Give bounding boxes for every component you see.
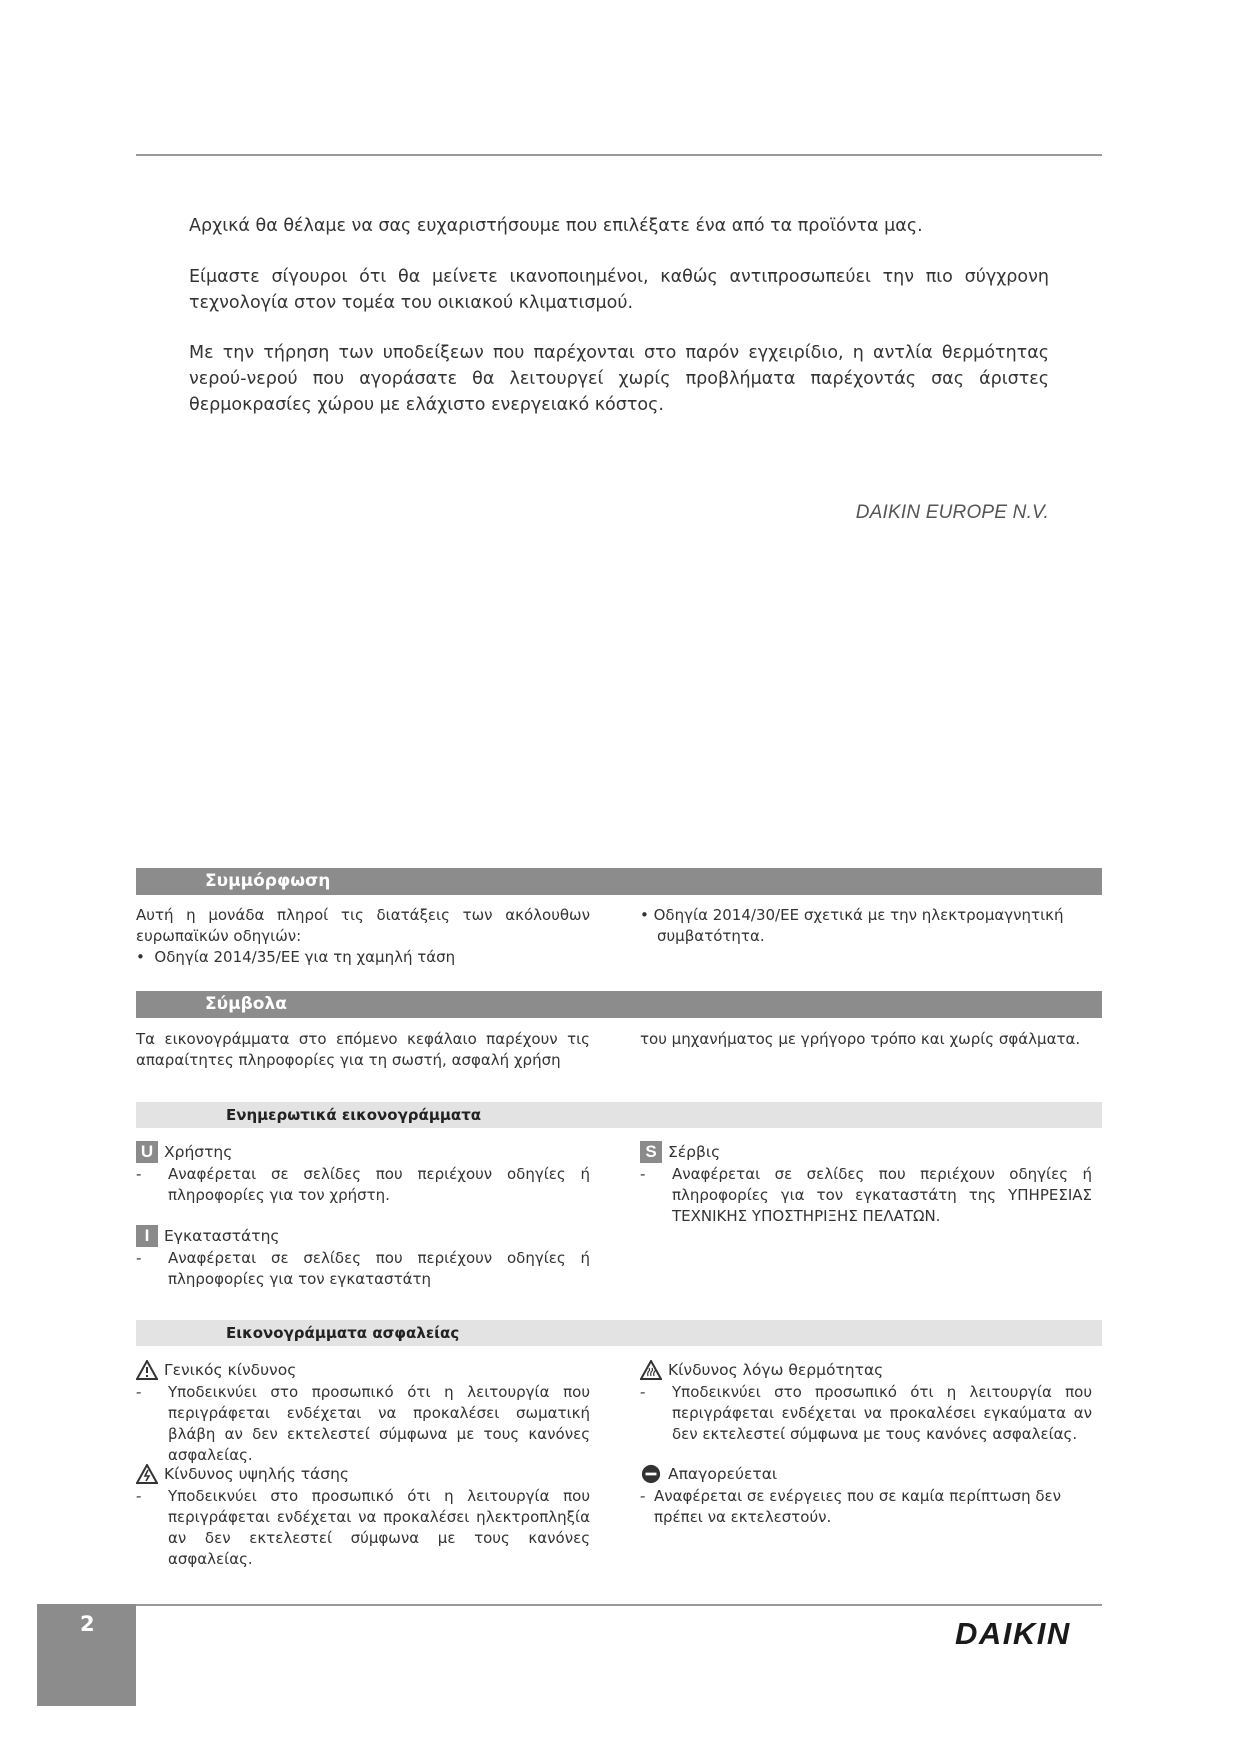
heat-danger-block: Κίνδυνος λόγω θερμότητας - Υποδεικνύει στο προσωπικό ότι η λειτουργία που περιγράφεται ενδέχεται να προκαλέσει εγκαύματα αν δεν εκτελεστεί σύμφωνα με τους κανόνες ασφαλείας.	[640, 1360, 1092, 1443]
forbidden-block: Απαγορεύεται - Αναφέρεται σε ενέργειες που σε καμία περίπτωση δεν πρέπει να εκτελεστούν.	[640, 1462, 1092, 1528]
no-entry-icon	[640, 1464, 662, 1484]
info-icons-title: Ενημερωτικά εικονογράμματα	[136, 1102, 1102, 1128]
user-icon: U	[136, 1141, 158, 1163]
intro-paragraph-3: Με την τήρηση των υποδείξεων που παρέχονται στο παρόν εγχειρίδιο, η αντλία θερμότητας νερού-νερού που αγοράσατε θα λειτουργεί χωρίς προβλήματα παρέχοντάς σας άριστες θερμοκρασίες χώρου με ελάχιστο ενεργειακό κόστος.	[189, 343, 1049, 415]
service-block: S Σέρβις - Αναφέρεται σε σελίδες που περιέχουν οδηγίες ή πληροφορίες για τον εγκαταστάτη της ΥΠΗΡΕΣΙΑΣ ΤΕΧΝΙΚΗΣ ΥΠΟΣΤΗΡΙΞΗΣ ΠΕΛΑΤΩΝ.	[640, 1142, 1092, 1225]
user-block: U Χρήστης - Αναφέρεται σε σελίδες που περιέχουν οδηγίες ή πληροφορίες για τον χρήστη.	[136, 1142, 590, 1204]
compliance-right	[640, 905, 1102, 947]
footer-rule	[136, 1604, 1102, 1606]
service-label: Σέρβις	[668, 1142, 721, 1161]
heat-danger-label: Κίνδυνος λόγω θερμότητας	[668, 1360, 884, 1379]
heat-warning-icon	[640, 1360, 662, 1380]
section-symbols-title: Σύμβολα	[136, 991, 1102, 1018]
intro-paragraph-1: Αρχικά θα θέλαμε να σας ευχαριστήσουμε που επιλέξατε ένα από τα προϊόντα μας.	[189, 216, 923, 236]
forbidden-label: Απαγορεύεται	[668, 1464, 778, 1483]
compliance-bullet-2: • Οδηγία 2014/30/ΕΕ σχετικά με την ηλεκτρομαγνητική συμβατότητα.	[640, 906, 1064, 945]
safety-icons-title: Εικονογράμματα ασφαλείας	[136, 1320, 1102, 1346]
section-compliance-title: Συμμόρφωση	[136, 868, 1102, 895]
general-danger-label: Γενικός κίνδυνος	[164, 1360, 297, 1379]
warning-triangle-icon	[136, 1360, 158, 1380]
high-voltage-block: Κίνδυνος υψηλής τάσης - Υποδεικνύει στο προσωπικό ότι η λειτουργία που περιγράφεται ενδέχεται να προκαλέσει ηλεκτροπληξία αν δεν εκτελεστεί σύμφωνα με τους κανόνες ασφαλείας.	[136, 1464, 590, 1568]
forbidden-description: Αναφέρεται σε ενέργειες που σε καμία περίπτωση δεν πρέπει να εκτελεστούν.	[654, 1487, 1062, 1526]
intro-paragraph-2: Είμαστε σίγουροι ότι θα μείνετε ικανοποιημένοι, καθώς αντιπροσωπεύει την πιο σύγχρονη τεχνολογία στον τομέα του οικιακού κλιματισμού.	[189, 267, 1049, 313]
page-number: 2	[80, 1612, 95, 1636]
service-description: Αναφέρεται σε σελίδες που περιέχουν οδηγίες ή πληροφορίες για τον εγκαταστάτη της ΥΠΗΡΕΣΙΑΣ ΤΕΧΝΙΚΗΣ ΥΠΟΣΤΗΡΙΞΗΣ ΠΕΛΑΤΩΝ.	[672, 1165, 1092, 1225]
compliance-text: Αυτή η μονάδα πληροί τις διατάξεις των ακόλουθων ευρωπαϊκών οδηγιών:	[136, 906, 590, 945]
symbols-text-left: Τα εικονογράμματα στο επόμενο κεφάλαιο παρέχουν τις απαραίτητες πληροφορίες για τη σωστή, ασφαλή χρήση	[136, 1030, 590, 1069]
header-rule	[136, 154, 1102, 156]
symbols-text-right: του μηχανήματος με γρήγορο τρόπο και χωρίς σφάλματα.	[640, 1030, 1081, 1048]
service-icon: S	[640, 1141, 662, 1163]
installer-label: Εγκαταστάτης	[164, 1226, 280, 1245]
heat-danger-description: Υποδεικνύει στο προσωπικό ότι η λειτουργία που περιγράφεται ενδέχεται να προκαλέσει εγκαύματα αν δεν εκτελεστεί σύμφωνα με τους κανόνες ασφαλείας.	[672, 1383, 1092, 1443]
high-voltage-description: Υποδεικνύει στο προσωπικό ότι η λειτουργία που περιγράφεται ενδέχεται να προκαλέσει ηλεκτροπληξία αν δεν εκτελεστεί σύμφωνα με τους κανόνες ασφαλείας.	[168, 1487, 590, 1568]
daikin-logo: DAIKIN	[955, 1616, 1071, 1651]
high-voltage-icon	[136, 1464, 158, 1484]
high-voltage-label: Κίνδυνος υψηλής τάσης	[164, 1464, 350, 1483]
installer-description: Αναφέρεται σε σελίδες που περιέχουν οδηγίες ή πληροφορίες για τον εγκαταστάτη	[168, 1249, 590, 1288]
installer-icon: I	[136, 1225, 158, 1247]
general-danger-description: Υποδεικνύει στο προσωπικό ότι η λειτουργία που περιγράφεται ενδέχεται να προκαλέσει σωματική βλάβη αν δεν εκτελεστεί σύμφωνα με τους κανόνες ασφαλείας.	[168, 1383, 590, 1464]
compliance-left	[136, 905, 590, 968]
general-danger-block: Γενικός κίνδυνος - Υποδεικνύει στο προσωπικό ότι η λειτουργία που περιγράφεται ενδέχεται να προκαλέσει σωματική βλάβη αν δεν εκτελεστεί σύμφωνα με τους κανόνες ασφαλείας.	[136, 1360, 590, 1464]
user-label: Χρήστης	[164, 1142, 233, 1161]
signature: DAIKIN EUROPE N.V.	[855, 502, 1049, 523]
user-description: Αναφέρεται σε σελίδες που περιέχουν οδηγίες ή πληροφορίες για τον χρήστη.	[168, 1165, 590, 1204]
compliance-bullet-1: • Οδηγία 2014/35/ΕΕ για τη χαμηλή τάση	[136, 948, 456, 966]
installer-block: I Εγκαταστάτης - Αναφέρεται σε σελίδες που περιέχουν οδηγίες ή πληροφορίες για τον εγκαταστάτη	[136, 1226, 590, 1288]
